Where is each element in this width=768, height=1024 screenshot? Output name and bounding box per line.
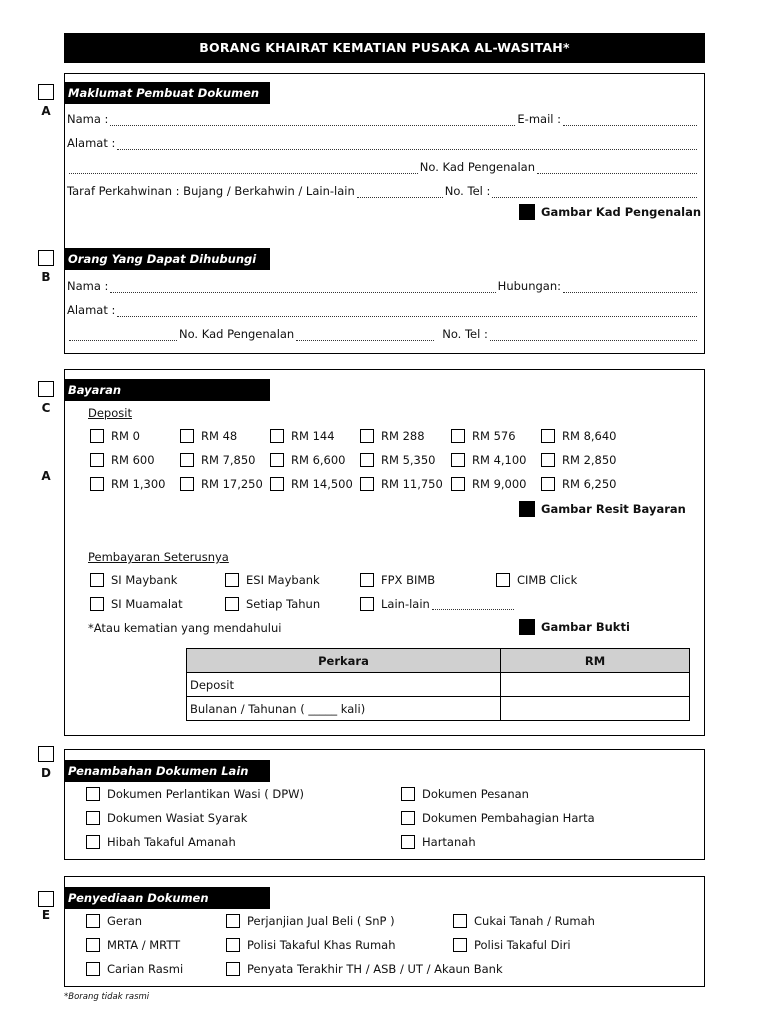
checkbox[interactable] <box>180 453 194 467</box>
doc-option[interactable] <box>86 811 247 825</box>
alamat-field[interactable] <box>117 138 697 150</box>
section-b-row-nama <box>67 275 699 293</box>
section-a-row-ic <box>67 156 699 174</box>
prep-option[interactable] <box>86 914 142 928</box>
prep-option[interactable] <box>86 962 183 976</box>
option-label: CIMB Click <box>517 573 578 587</box>
table-row <box>187 673 690 697</box>
option-label: Hibah Takaful Amanah <box>107 835 236 849</box>
prep-option[interactable] <box>226 938 395 952</box>
deposit-option[interactable] <box>90 453 155 467</box>
deposit-option[interactable] <box>360 477 443 491</box>
next-payment-option[interactable] <box>90 597 183 611</box>
deposit-option[interactable] <box>360 429 425 443</box>
checkbox[interactable] <box>226 914 240 928</box>
option-label: SI Muamalat <box>111 597 183 611</box>
checkbox[interactable] <box>180 429 194 443</box>
section-e-letter: E <box>41 908 51 922</box>
checkbox[interactable] <box>90 477 104 491</box>
deposit-option[interactable] <box>180 429 237 443</box>
checkbox[interactable] <box>541 453 555 467</box>
option-label: RM 288 <box>381 429 425 443</box>
checkbox[interactable] <box>360 573 374 587</box>
section-c-heading: Bayaran <box>64 379 270 401</box>
option-label: SI Maybank <box>111 573 178 587</box>
next-payment-option[interactable] <box>90 573 177 587</box>
checkbox[interactable] <box>86 962 100 976</box>
next-payment-option[interactable] <box>360 597 516 611</box>
alamat-field-2[interactable] <box>69 162 418 174</box>
doc-option[interactable] <box>401 811 595 825</box>
deposit-option[interactable] <box>270 453 346 467</box>
rm-input-cell[interactable] <box>501 673 690 697</box>
form-title: BORANG KHAIRAT KEMATIAN PUSAKA AL-WASITAH* <box>64 33 705 63</box>
ic-label: No. Kad Pengenalan <box>419 160 535 174</box>
deposit-option[interactable] <box>180 477 263 491</box>
table-row <box>187 697 690 721</box>
checkbox[interactable] <box>225 573 239 587</box>
next-payment-label: Pembayaran Seterusnya <box>88 550 229 564</box>
section-a-row-alamat <box>67 132 699 150</box>
nama-label: Nama : <box>67 112 109 126</box>
taraf-label: Taraf Perkahwinan : Bujang / Berkahwin / Lain-lain <box>67 184 355 198</box>
checkbox[interactable] <box>496 573 510 587</box>
b-tel-field[interactable] <box>490 329 697 341</box>
footnote: *Borang tidak rasmi <box>64 992 150 1002</box>
b-alamat-field-2[interactable] <box>69 329 177 341</box>
option-label: Dokumen Pesanan <box>422 787 529 801</box>
section-b-heading: Orang Yang Dapat Dihubungi <box>64 248 270 270</box>
attach-receipt-box <box>519 501 535 517</box>
option-label: RM 144 <box>291 429 335 443</box>
tel-field[interactable] <box>492 186 697 198</box>
option-label: Polisi Takaful Khas Rumah <box>247 938 396 952</box>
option-label: Carian Rasmi <box>107 962 184 976</box>
option-label: Setiap Tahun <box>246 597 321 611</box>
attach-ic-label: Gambar Kad Pengenalan <box>541 205 702 219</box>
attach-proof-label: Gambar Bukti <box>541 620 630 634</box>
deposit-option[interactable] <box>180 453 256 467</box>
checkbox[interactable] <box>451 429 465 443</box>
section-b-row-alamat <box>67 299 699 317</box>
section-e-checkbox[interactable] <box>38 891 54 907</box>
option-label: FPX BIMB <box>381 573 436 587</box>
b-nama-label: Nama : <box>67 279 109 293</box>
option-label: RM 8,640 <box>562 429 617 443</box>
section-a-checkbox[interactable] <box>38 84 54 100</box>
checkbox[interactable] <box>453 938 467 952</box>
checkbox[interactable] <box>225 597 239 611</box>
deposit-option[interactable] <box>541 453 617 467</box>
checkbox[interactable] <box>360 477 374 491</box>
deposit-option[interactable] <box>90 477 166 491</box>
prep-option[interactable] <box>453 914 595 928</box>
deposit-option[interactable] <box>541 429 617 443</box>
option-label: RM 1,300 <box>111 477 166 491</box>
section-c-checkbox[interactable] <box>38 381 54 397</box>
deposit-option[interactable] <box>451 477 527 491</box>
section-b-row-ic <box>67 323 699 341</box>
option-label: RM 11,750 <box>381 477 443 491</box>
option-label: RM 7,850 <box>201 453 256 467</box>
section-a-row-taraf <box>67 180 699 198</box>
section-a-row-nama <box>67 108 699 126</box>
table-cell: Deposit <box>187 673 501 697</box>
checkbox[interactable] <box>90 453 104 467</box>
checkbox[interactable] <box>86 835 100 849</box>
deposit-label: Deposit <box>88 406 132 420</box>
next-payment-option[interactable] <box>225 573 320 587</box>
deposit-option[interactable] <box>451 453 527 467</box>
rm-input-cell[interactable] <box>501 697 690 721</box>
checkbox[interactable] <box>401 811 415 825</box>
option-label: Perjanjian Jual Beli ( SnP ) <box>247 914 395 928</box>
b-alamat-label: Alamat : <box>67 303 116 317</box>
attach-proof[interactable] <box>519 619 630 635</box>
hubungan-field[interactable] <box>563 281 697 293</box>
checkbox[interactable] <box>451 477 465 491</box>
option-label: RM 14,500 <box>291 477 353 491</box>
ic-field[interactable] <box>537 162 697 174</box>
deposit-option[interactable] <box>270 429 335 443</box>
section-a-letter: A <box>41 104 51 118</box>
doc-option[interactable] <box>86 835 236 849</box>
attach-ic-box <box>519 204 535 220</box>
option-label: RM 0 <box>111 429 140 443</box>
attach-ic[interactable] <box>519 204 701 220</box>
payment-table <box>186 648 690 721</box>
deposit-option[interactable] <box>451 429 516 443</box>
b-nama-field[interactable] <box>110 281 495 293</box>
option-label: RM 6,250 <box>562 477 617 491</box>
option-label: Penyata Terakhir TH / ASB / UT / Akaun Bank <box>247 962 503 976</box>
b-alamat-field[interactable] <box>117 305 697 317</box>
deposit-option[interactable] <box>541 477 617 491</box>
b-ic-field[interactable] <box>296 329 434 341</box>
deposit-option[interactable] <box>90 429 140 443</box>
checkbox[interactable] <box>270 453 284 467</box>
checkbox[interactable] <box>90 573 104 587</box>
checkbox[interactable] <box>541 429 555 443</box>
option-label: RM 2,850 <box>562 453 617 467</box>
deposit-option[interactable] <box>270 477 353 491</box>
section-b-letter: B <box>41 270 51 284</box>
table-header: Perkara <box>187 649 501 673</box>
checkbox[interactable] <box>86 938 100 952</box>
section-d-heading: Penambahan Dokumen Lain <box>64 760 270 782</box>
next-payment-option[interactable] <box>360 573 435 587</box>
email-field[interactable] <box>563 114 697 126</box>
option-label: RM 600 <box>111 453 155 467</box>
checkbox[interactable] <box>86 787 100 801</box>
taraf-field[interactable] <box>357 186 443 198</box>
nama-field[interactable] <box>110 114 515 126</box>
section-c-letter: C <box>41 401 51 415</box>
checkbox[interactable] <box>86 811 100 825</box>
hubungan-label: Hubungan: <box>497 279 561 293</box>
table-cell: Bulanan / Tahunan ( _____ kali) <box>187 697 501 721</box>
email-label: E-mail : <box>517 112 561 126</box>
prep-option[interactable] <box>86 938 180 952</box>
lain-lain-field[interactable] <box>432 598 514 610</box>
tel-label: No. Tel : <box>444 184 491 198</box>
checkbox[interactable] <box>226 962 240 976</box>
option-label: MRTA / MRTT <box>107 938 181 952</box>
alamat-label: Alamat : <box>67 136 116 150</box>
option-label: ESI Maybank <box>246 573 320 587</box>
attach-proof-box <box>519 619 535 635</box>
b-tel-label: No. Tel : <box>442 327 488 341</box>
next-payment-option[interactable] <box>225 597 320 611</box>
checkbox[interactable] <box>86 914 100 928</box>
option-label: RM 48 <box>201 429 238 443</box>
option-label: Hartanah <box>422 835 476 849</box>
section-e-heading: Penyediaan Dokumen <box>64 887 270 909</box>
option-label: Dokumen Wasiat Syarak <box>107 811 248 825</box>
option-label: Dokumen Pembahagian Harta <box>422 811 595 825</box>
checkbox[interactable] <box>451 453 465 467</box>
deposit-option[interactable] <box>360 453 436 467</box>
checkbox[interactable] <box>360 429 374 443</box>
checkbox[interactable] <box>270 429 284 443</box>
prep-option[interactable] <box>226 914 395 928</box>
section-b-checkbox[interactable] <box>38 250 54 266</box>
attach-receipt[interactable] <box>519 501 686 517</box>
option-label: RM 9,000 <box>472 477 527 491</box>
option-label: RM 17,250 <box>201 477 263 491</box>
checkbox[interactable] <box>270 477 284 491</box>
next-payment-option[interactable] <box>496 573 577 587</box>
doc-option[interactable] <box>401 835 476 849</box>
option-label: Dokumen Perlantikan Wasi ( DPW) <box>107 787 305 801</box>
checkbox[interactable] <box>401 835 415 849</box>
checkbox[interactable] <box>360 453 374 467</box>
attach-receipt-label: Gambar Resit Bayaran <box>541 502 686 516</box>
doc-option[interactable] <box>86 787 304 801</box>
table-header-row <box>187 649 690 673</box>
option-label: RM 576 <box>472 429 516 443</box>
option-label: RM 4,100 <box>472 453 527 467</box>
section-a-heading: Maklumat Pembuat Dokumen <box>64 82 270 104</box>
checkbox[interactable] <box>180 477 194 491</box>
section-d-checkbox[interactable] <box>38 746 54 762</box>
section-d-letter: D <box>41 766 51 780</box>
checkbox[interactable] <box>90 597 104 611</box>
checkbox[interactable] <box>90 429 104 443</box>
payment-note: *Atau kematian yang mendahului <box>88 621 282 635</box>
option-label: RM 6,600 <box>291 453 346 467</box>
prep-option[interactable] <box>226 962 503 976</box>
option-label: Geran <box>107 914 143 928</box>
checkbox[interactable] <box>541 477 555 491</box>
checkbox[interactable] <box>453 914 467 928</box>
b-ic-label: No. Kad Pengenalan <box>179 327 295 341</box>
option-label: Cukai Tanah / Rumah <box>474 914 595 928</box>
prep-option[interactable] <box>453 938 571 952</box>
option-label: Lain-lain <box>381 597 430 611</box>
table-header: RM <box>501 649 690 673</box>
checkbox[interactable] <box>401 787 415 801</box>
option-label: Polisi Takaful Diri <box>474 938 571 952</box>
doc-option[interactable] <box>401 787 529 801</box>
option-label: RM 5,350 <box>381 453 436 467</box>
checkbox[interactable] <box>360 597 374 611</box>
section-c-side-letter: A <box>41 469 51 483</box>
checkbox[interactable] <box>226 938 240 952</box>
